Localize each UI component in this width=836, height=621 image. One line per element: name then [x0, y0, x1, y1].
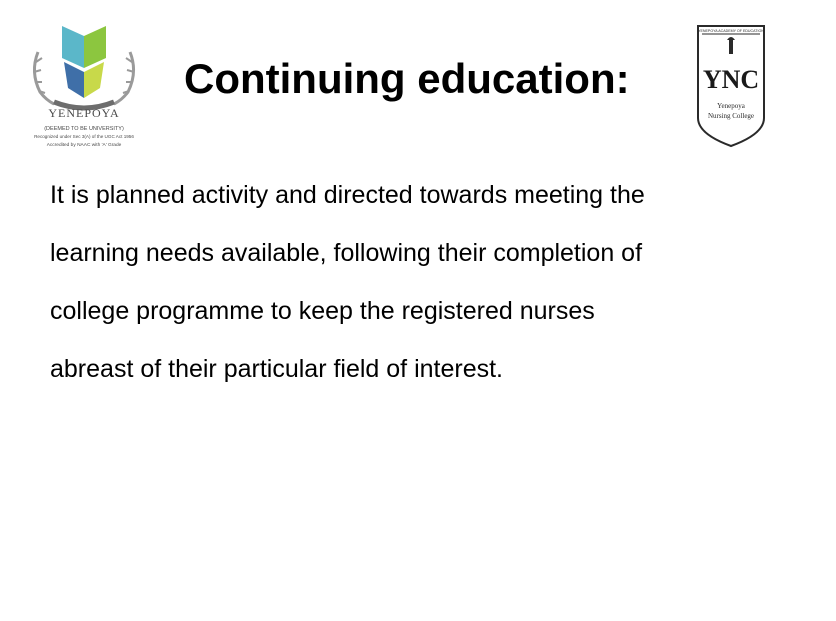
logo-left-line1: (DEEMED TO BE UNIVERSITY): [44, 126, 124, 132]
logo-right-monogram: YNC: [702, 65, 760, 94]
body-line: learning needs available, following their completion of: [50, 239, 643, 267]
logo-right-line1: Yenepoya: [717, 102, 745, 110]
slide-title: Continuing education:: [184, 55, 630, 102]
logo-left-line2: Recognized under Sec 3(A) of the UGC Act 1956: [34, 134, 134, 139]
logo-left-line3: Accredited by NAAC with 'A' Grade: [46, 143, 122, 148]
nursing-college-emblem-icon: [694, 22, 768, 150]
yenepoya-emblem-icon: [24, 22, 144, 155]
yenepoya-nursing-college-logo: [694, 22, 768, 150]
yenepoya-university-logo: [24, 22, 144, 155]
logo-right-line2: Nursing College: [707, 112, 755, 120]
body-line: abreast of their particular field of interest.: [50, 355, 504, 383]
logo-right-arc-text: YENEPOYA ACADEMY OF EDUCATION: [698, 29, 764, 33]
logo-left-name: YENEPOYA: [48, 106, 120, 120]
slide-body-text: [50, 166, 790, 398]
body-line: college programme to keep the registered nurses: [50, 297, 595, 325]
body-line: It is planned activity and directed towards meeting the: [50, 181, 645, 209]
